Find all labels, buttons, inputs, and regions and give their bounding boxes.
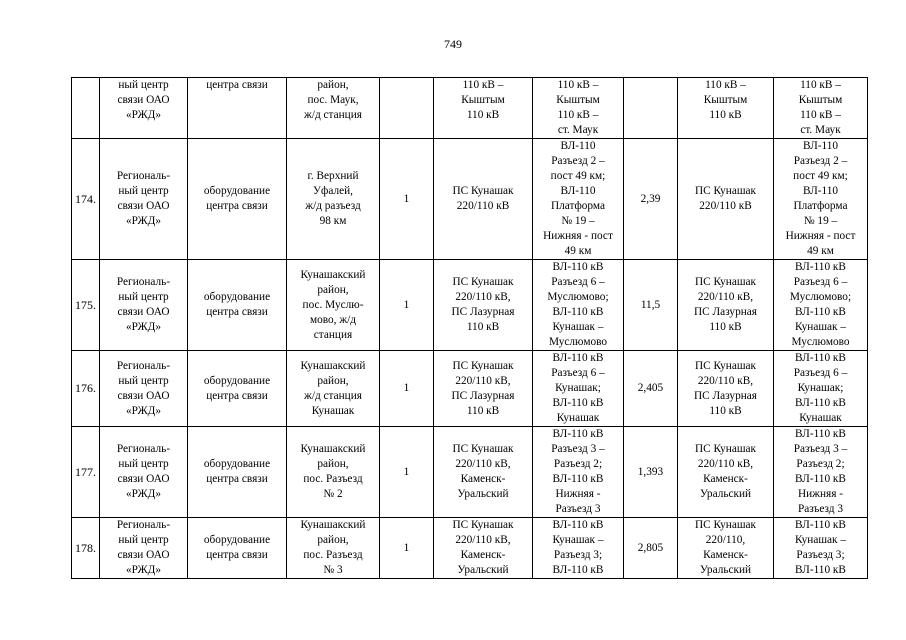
substation-cell: ПС Кунашак 220/110 кВ [434, 139, 533, 260]
equipment-cell: оборудование центра связи [188, 139, 287, 260]
owner-cell: Региональ- ный центр связи ОАО «РЖД» [100, 518, 188, 579]
count-cell: 1 [380, 351, 434, 427]
location-cell: Кунашакский район, пос. Разъезд № 2 [287, 427, 380, 518]
length-cell: 2,405 [624, 351, 678, 427]
power-line-cell: ВЛ-110 кВ Кунашак – Разъезд 3; ВЛ-110 кВ [533, 518, 624, 579]
location-cell: район, пос. Маук, ж/д станция [287, 78, 380, 139]
location-cell: г. Верхний Уфалей, ж/д разъезд 98 км [287, 139, 380, 260]
substation-cell: 110 кВ – Кыштым 110 кВ [434, 78, 533, 139]
count-cell: 1 [380, 139, 434, 260]
table-row [72, 518, 868, 579]
substation-reserve-cell: ПС Кунашак 220/110 кВ [678, 139, 774, 260]
count-cell [380, 78, 434, 139]
power-line-reserve-cell: ВЛ-110 кВ Разъезд 6 – Муслюмово; ВЛ-110 кВ Кунашак – Муслюмово [774, 260, 868, 351]
row-number-cell: 175. [72, 260, 100, 351]
power-line-reserve-cell: 110 кВ – Кыштым 110 кВ – ст. Маук [774, 78, 868, 139]
location-cell: Кунашакский район, пос. Муслю- мово, ж/д станция [287, 260, 380, 351]
length-cell [624, 78, 678, 139]
location-cell: Кунашакский район, пос. Разъезд № 3 [287, 518, 380, 579]
substation-reserve-cell: 110 кВ – Кыштым 110 кВ [678, 78, 774, 139]
power-line-reserve-cell: ВЛ-110 кВ Разъезд 6 – Кунашак; ВЛ-110 кВ Кунашак [774, 351, 868, 427]
substation-reserve-cell: ПС Кунашак 220/110 кВ, ПС Лазурная 110 кВ [678, 260, 774, 351]
count-cell: 1 [380, 518, 434, 579]
power-line-cell: ВЛ-110 кВ Разъезд 6 – Муслюмово; ВЛ-110 кВ Кунашак – Муслюмово [533, 260, 624, 351]
table-row [72, 78, 868, 139]
count-cell: 1 [380, 260, 434, 351]
row-number-cell: 178. [72, 518, 100, 579]
equipment-cell: оборудование центра связи [188, 518, 287, 579]
substation-reserve-cell: ПС Кунашак 220/110 кВ, Каменск- Уральский [678, 427, 774, 518]
substation-cell: ПС Кунашак 220/110 кВ, ПС Лазурная 110 кВ [434, 351, 533, 427]
owner-cell: Региональ- ный центр связи ОАО «РЖД» [100, 427, 188, 518]
page-number: 749 [444, 37, 462, 51]
length-cell: 2,39 [624, 139, 678, 260]
power-line-cell: 110 кВ – Кыштым 110 кВ – ст. Маук [533, 78, 624, 139]
power-line-cell: ВЛ-110 кВ Разъезд 3 – Разъезд 2; ВЛ-110 кВ Нижняя - Разъезд 3 [533, 427, 624, 518]
table-row [72, 139, 868, 260]
substation-reserve-cell: ПС Кунашак 220/110, Каменск- Уральский [678, 518, 774, 579]
row-number-cell: 176. [72, 351, 100, 427]
table-row [72, 427, 868, 518]
owner-cell: Региональ- ный центр связи ОАО «РЖД» [100, 139, 188, 260]
power-line-cell: ВЛ-110 кВ Разъезд 6 – Кунашак; ВЛ-110 кВ Кунашак [533, 351, 624, 427]
equipment-cell: центра связи [188, 78, 287, 139]
count-cell: 1 [380, 427, 434, 518]
substation-cell: ПС Кунашак 220/110 кВ, Каменск- Уральский [434, 427, 533, 518]
power-line-reserve-cell: ВЛ-110 Разъезд 2 – пост 49 км; ВЛ-110 Платформа № 19 – Нижняя - пост 49 км [774, 139, 868, 260]
table-row [72, 260, 868, 351]
length-cell: 1,393 [624, 427, 678, 518]
owner-cell: Региональ- ный центр связи ОАО «РЖД» [100, 351, 188, 427]
location-cell: Кунашакский район, ж/д станция Кунашак [287, 351, 380, 427]
owner-cell: ный центр связи ОАО «РЖД» [100, 78, 188, 139]
table-row [72, 351, 868, 427]
row-number-cell: 177. [72, 427, 100, 518]
power-line-reserve-cell: ВЛ-110 кВ Разъезд 3 – Разъезд 2; ВЛ-110 кВ Нижняя - Разъезд 3 [774, 427, 868, 518]
data-table [71, 77, 868, 579]
substation-reserve-cell: ПС Кунашак 220/110 кВ, ПС Лазурная 110 кВ [678, 351, 774, 427]
substation-cell: ПС Кунашак 220/110 кВ, Каменск- Уральский [434, 518, 533, 579]
equipment-cell: оборудование центра связи [188, 427, 287, 518]
substation-cell: ПС Кунашак 220/110 кВ, ПС Лазурная 110 кВ [434, 260, 533, 351]
length-cell: 2,805 [624, 518, 678, 579]
row-number-cell [72, 78, 100, 139]
power-line-cell: ВЛ-110 Разъезд 2 – пост 49 км; ВЛ-110 Платформа № 19 – Нижняя - пост 49 км [533, 139, 624, 260]
length-cell: 11,5 [624, 260, 678, 351]
row-number-cell: 174. [72, 139, 100, 260]
equipment-cell: оборудование центра связи [188, 260, 287, 351]
owner-cell: Региональ- ный центр связи ОАО «РЖД» [100, 260, 188, 351]
equipment-cell: оборудование центра связи [188, 351, 287, 427]
power-line-reserve-cell: ВЛ-110 кВ Кунашак – Разъезд 3; ВЛ-110 кВ [774, 518, 868, 579]
